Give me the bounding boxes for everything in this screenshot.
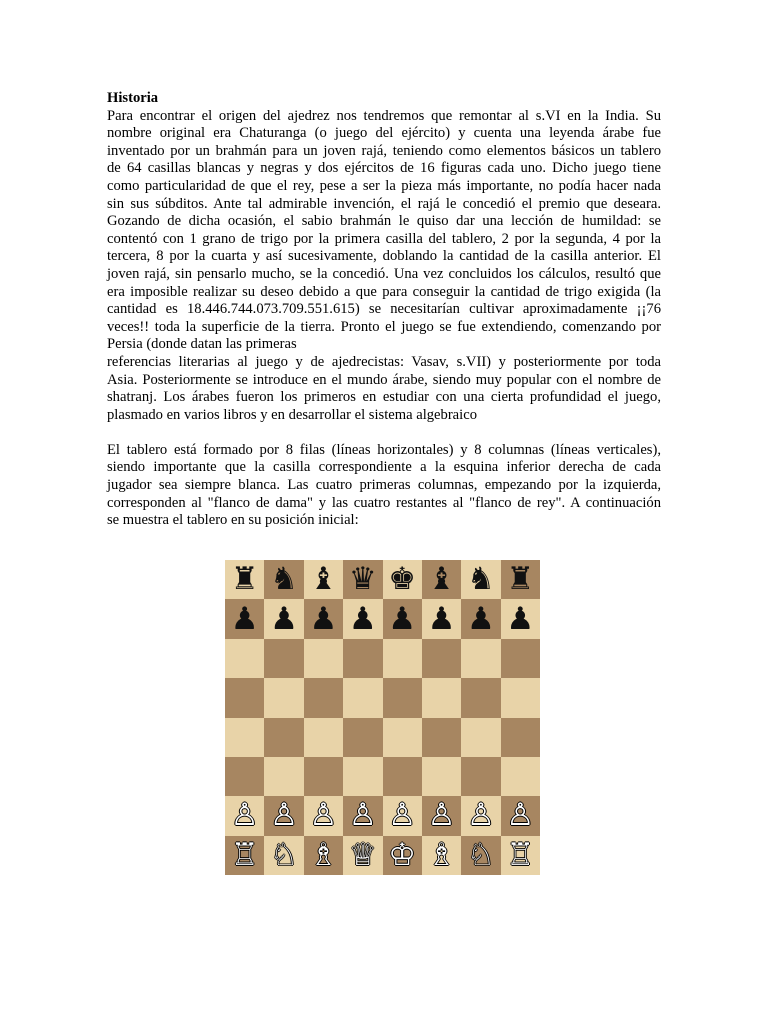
board-square <box>304 836 343 875</box>
text-line: era imposible realizar su deseo debido a que para conseguir la cantidad de trigo exigida (la <box>107 283 661 300</box>
board-square <box>461 560 500 599</box>
board-square <box>422 678 461 717</box>
white-bishop-icon: ♗ <box>309 836 338 873</box>
board-square <box>343 599 382 638</box>
text-line: nombre original era Chaturanga (o juego del ejército) y cuenta una leyenda árabe fue <box>107 125 661 142</box>
text-line: plasmado en varios libros y en desarrollar el sistema algebraico <box>107 406 477 423</box>
black-pawn-icon: ♟ <box>348 600 377 637</box>
white-knight-icon: ♘ <box>270 836 298 873</box>
black-pawn-icon: ♟ <box>270 600 298 637</box>
black-rook-icon: ♜ <box>506 561 535 598</box>
text-line: referencias literarias al juego y de ajedrecistas: Vasav, s.VII) y posteriormente por toda <box>107 353 661 370</box>
white-pawn-icon: ♙ <box>388 797 417 834</box>
board-square <box>225 718 264 757</box>
text-line: El tablero está formado por 8 filas (líneas horizontales) y 8 columnas (líneas verticales), <box>107 441 661 458</box>
document-body <box>107 90 661 530</box>
text-line: siendo importante que la casilla correspondiente a la esquina inferior derecha de cada <box>107 459 661 476</box>
board-square <box>304 718 343 757</box>
black-queen-icon: ♛ <box>348 561 377 598</box>
board-square <box>501 757 540 796</box>
board-square <box>461 718 500 757</box>
board-square <box>422 718 461 757</box>
text-line: se muestra el tablero en su posición inicial: <box>107 512 359 529</box>
white-rook-icon: ♖ <box>230 836 259 873</box>
text-line: Persia (donde datan las primeras <box>107 336 297 353</box>
board-square <box>225 599 264 638</box>
board-square <box>304 639 343 678</box>
board-square <box>422 599 461 638</box>
board-square <box>343 757 382 796</box>
board-square <box>225 560 264 599</box>
white-bishop-icon: ♗ <box>427 836 456 873</box>
board-square <box>501 639 540 678</box>
text-line: inventado por un brahmán para un joven rajá, teniendo como elementos básicos un tablero <box>107 142 661 159</box>
board-square <box>343 718 382 757</box>
board-square <box>225 757 264 796</box>
board-square <box>225 639 264 678</box>
black-rook-icon: ♜ <box>230 561 259 598</box>
text-line: contentó con 1 grano de trigo por la primera casilla del tablero, 2 por la segunda, 4 por la <box>107 230 661 247</box>
text-line: Para encontrar el origen del ajedrez nos tendremos que remontar al s.VI en la India. Su <box>107 107 661 124</box>
board-square <box>264 718 303 757</box>
board-square <box>383 599 422 638</box>
board-square <box>225 836 264 875</box>
board-square <box>383 639 422 678</box>
white-pawn-icon: ♙ <box>467 797 495 834</box>
board-square <box>501 678 540 717</box>
chess-board <box>225 560 540 875</box>
board-square <box>343 560 382 599</box>
board-square <box>383 678 422 717</box>
white-queen-icon: ♕ <box>348 836 377 873</box>
board-square <box>461 796 500 835</box>
white-pawn-icon: ♙ <box>427 797 456 834</box>
board-square <box>461 678 500 717</box>
board-square <box>461 757 500 796</box>
board-square <box>304 678 343 717</box>
board-square <box>461 836 500 875</box>
text-line: corresponden al "flanco de dama" y las cuatro restantes al "flanco de rey". A continuación <box>107 494 661 511</box>
board-square <box>383 718 422 757</box>
board-square <box>461 639 500 678</box>
black-pawn-icon: ♟ <box>427 600 456 637</box>
board-square <box>343 639 382 678</box>
text-line: jugador sea siempre blanca. Las cuatro primeras columnas, empezando por la izquierda, <box>107 477 661 494</box>
board-square <box>304 560 343 599</box>
black-bishop-icon: ♝ <box>309 561 338 598</box>
board-square <box>383 757 422 796</box>
board-square <box>422 560 461 599</box>
board-square <box>422 757 461 796</box>
board-square <box>264 836 303 875</box>
board-square <box>304 599 343 638</box>
white-pawn-icon: ♙ <box>348 797 377 834</box>
text-line: sin sus súbditos. Ante tal admirable invención, el rajá le concedió el premio que deseara. <box>107 195 661 212</box>
paragraph-spacer <box>107 424 661 442</box>
board-square <box>304 796 343 835</box>
text-line: Gozando de dicha ocasión, el sabio brahmán le quiso dar una lección de humildad: se <box>107 213 661 230</box>
text-line: de 64 casillas blancas y negras y dos ejércitos de 16 figuras cada uno. Dicho juego tiene <box>107 160 661 177</box>
text-line: joven rajá, sin pensarlo mucho, se la concedió. Una vez concluidos los cálculos, resultó que <box>107 265 661 282</box>
board-square <box>304 757 343 796</box>
paragraph-history <box>107 108 661 425</box>
black-pawn-icon: ♟ <box>388 600 417 637</box>
board-square <box>501 718 540 757</box>
board-square <box>225 678 264 717</box>
white-king-icon: ♔ <box>388 836 417 873</box>
black-knight-icon: ♞ <box>270 561 298 598</box>
white-pawn-icon: ♙ <box>230 797 259 834</box>
board-square <box>461 599 500 638</box>
white-pawn-icon: ♙ <box>270 797 298 834</box>
black-pawn-icon: ♟ <box>230 600 259 637</box>
text-line: shatranj. Los árabes fueron los primeros en estudiar con una cierta profundidad el juego, <box>107 389 661 406</box>
board-square <box>422 639 461 678</box>
board-square <box>343 836 382 875</box>
board-square <box>501 796 540 835</box>
black-bishop-icon: ♝ <box>427 561 456 598</box>
board-square <box>383 836 422 875</box>
board-square <box>343 796 382 835</box>
board-square <box>343 678 382 717</box>
text-line: como particularidad de que el rey, pese a ser la pieza más importante, no podía hacer nada <box>107 177 661 194</box>
white-rook-icon: ♖ <box>506 836 535 873</box>
black-knight-icon: ♞ <box>467 561 495 598</box>
text-line: veces!! toda la superficie de la tierra. Pronto el juego se fue extendiendo, comenzando por <box>107 318 661 335</box>
board-square <box>501 836 540 875</box>
text-line: tercera, 8 por la cuarta y así sucesivamente, doblando la cantidad de la casilla anterior. El <box>107 248 661 265</box>
board-square <box>264 639 303 678</box>
board-square <box>422 796 461 835</box>
text-line: Asia. Posteriormente se introduce en el mundo árabe, siendo muy popular con el nombre de <box>107 371 661 388</box>
board-square <box>501 560 540 599</box>
board-square <box>383 796 422 835</box>
board-square <box>225 796 264 835</box>
black-king-icon: ♚ <box>388 561 417 598</box>
board-square <box>264 560 303 599</box>
white-knight-icon: ♘ <box>467 836 495 873</box>
board-square <box>422 836 461 875</box>
black-pawn-icon: ♟ <box>467 600 495 637</box>
board-square <box>501 599 540 638</box>
heading-historia: Historia <box>107 90 159 106</box>
white-pawn-icon: ♙ <box>309 797 338 834</box>
board-square <box>264 678 303 717</box>
white-pawn-icon: ♙ <box>506 797 535 834</box>
board-square <box>383 560 422 599</box>
black-pawn-icon: ♟ <box>309 600 338 637</box>
board-square <box>264 757 303 796</box>
board-square <box>264 796 303 835</box>
paragraph-board-description <box>107 442 661 530</box>
black-pawn-icon: ♟ <box>506 600 535 637</box>
text-line: cantidad es 18.446.744.073.709.551.615) se necesitarían cultivar aproximadamente ¡¡76 <box>107 301 661 318</box>
board-square <box>264 599 303 638</box>
